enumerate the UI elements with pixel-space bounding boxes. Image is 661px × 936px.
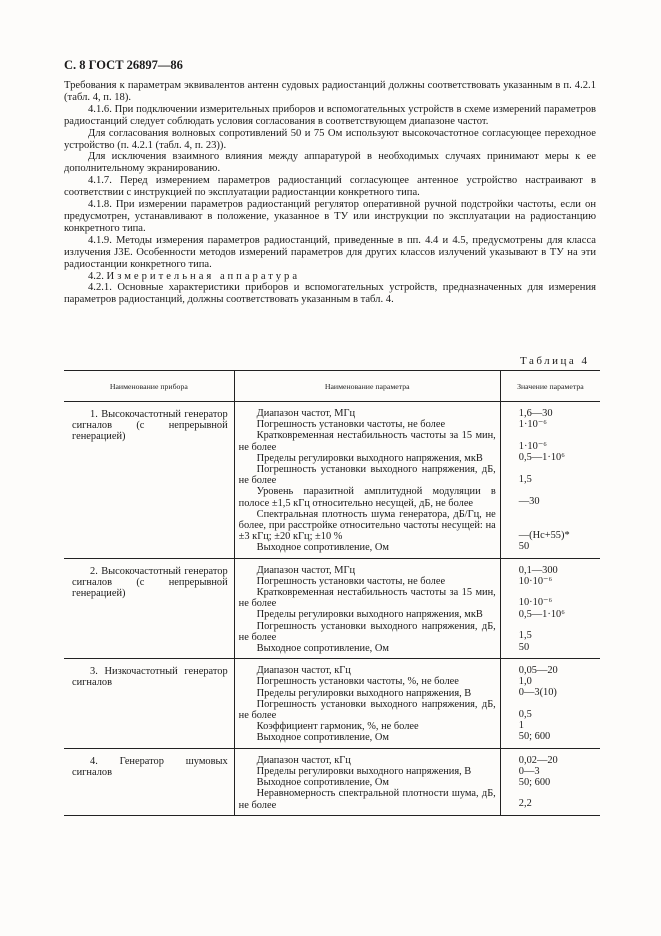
paragraph: 4.1.6. При подключении измерительных приборов и вспомогательных устройств в схеме измерений параметров радиостанций следует соблюдать условия согласования в соответствующем диапазоне частот. <box>64 103 596 127</box>
param-name: Выходное сопротивление, Ом <box>256 542 389 554</box>
param-value: 2,2 <box>518 798 532 810</box>
param-name: Погрешность установки выходного напряжения, дБ, не более <box>238 464 496 487</box>
param-name: Неравномерность спектральной плотности шума, дБ, не более <box>238 788 496 811</box>
paragraph: Требования к параметрам эквивалентов антенн судовых радиостанций должны соответствовать указанным в п. 4.2.1 (табл. 4, п. 18). <box>64 80 596 103</box>
section-title: Измерительная аппаратура <box>106 270 301 282</box>
param-value: 50; 600 <box>518 731 551 743</box>
param-name: Кратковременная нестабильность частоты за 15 мин, не более <box>238 430 496 453</box>
param-value: 0,02—20 <box>518 754 558 766</box>
param-value: 0,1—300 <box>518 564 558 576</box>
param-name: Диапазон частот, кГц <box>256 754 351 766</box>
values-cell <box>500 558 600 659</box>
params-cell <box>234 748 500 815</box>
param-name: Погрешность установки частоты, %, не более <box>256 676 459 688</box>
values-cell <box>500 402 600 559</box>
param-value: 1·10⁻⁶ <box>518 419 547 430</box>
param-name: Пределы регулировки выходного напряжения, В <box>256 765 472 777</box>
specs-table <box>64 370 600 816</box>
device-name: 3. Низкочастотный генератор сигналов <box>72 666 228 689</box>
param-name: Погрешность установки частоты, не более <box>256 419 446 431</box>
param-name: Пределы регулировки выходного напряжения, В <box>256 687 472 699</box>
device-cell <box>64 659 234 748</box>
param-value: 0—3 <box>518 765 540 777</box>
param-name: Выходное сопротивление, Ом <box>256 732 389 744</box>
device-name: 4. Генератор шумовых сигналов <box>72 755 228 778</box>
table-caption: Таблица 4 <box>520 355 590 367</box>
param-name: Пределы регулировки выходного напряжения, мкВ <box>256 452 483 464</box>
paragraph: 4.2.1. Основные характеристики приборов и вспомогательных устройств, предназначенных для измерения параметров радиостанций, должны соответствовать указанным в табл. 4. <box>64 282 596 306</box>
param-value: —30 <box>518 495 540 507</box>
column-header: Значение параметра <box>500 371 600 402</box>
table-row <box>64 748 600 815</box>
params-cell <box>234 558 500 659</box>
param-name: Погрешность установки выходного напряжения, дБ, не более <box>238 698 496 722</box>
param-value: 1,5 <box>518 473 532 485</box>
paragraph: 4.1.8. При измерении параметров радиостанций регулятор оперативной ручной подстройки частоты, если он предусмотрен, устанавливают в положение, указанное в ТУ или инструкции по эксплуатации на радиостанцию конкретного типа. <box>64 199 596 234</box>
table-row <box>64 402 600 559</box>
section-number: 4.2. <box>88 270 104 282</box>
params-cell <box>234 659 500 748</box>
param-value: 50 <box>518 541 530 552</box>
paragraph: 4.1.9. Методы измерения параметров радиостанций, приведенные в пп. 4.4 и 4.5, предусмотрены для класса излучения J3E. Особенности методов измерений параметров для других классов излучений указывают в ТУ на эти радиостанции конкретного типа. <box>64 234 596 270</box>
param-name: Пределы регулировки выходного напряжения, мкВ <box>256 609 483 621</box>
paragraph: Для исключения взаимного влияния между аппаратурой в необходимых случаях принимают меры к ее дополнительному экранированию. <box>64 151 596 175</box>
device-cell <box>64 558 234 659</box>
param-name: Выходное сопротивление, Ом <box>256 777 389 789</box>
param-value: 50; 600 <box>518 776 551 788</box>
param-value: 1,0 <box>518 676 532 688</box>
column-header: Наименование прибора <box>64 371 234 402</box>
section-heading <box>64 271 596 283</box>
param-value: 0,5—1·10⁶ <box>518 452 565 463</box>
params-cell <box>234 402 500 559</box>
device-cell <box>64 748 234 815</box>
param-value: 10·10⁻⁶ <box>518 597 553 609</box>
device-name: 2. Высокочастотный генератор сигналов (с непрерывной генерацией) <box>72 565 228 600</box>
param-name: Погрешность установки выходного напряжения, дБ, не более <box>238 620 496 643</box>
param-value: 1,6—30 <box>518 408 553 419</box>
param-name: Погрешность установки частоты, не более <box>256 575 446 587</box>
param-name: Уровень паразитной амплитудной модуляции в полосе ±1,5 кГц относительно несущей, дБ, не более <box>238 486 496 509</box>
param-value: 1·10⁻⁶ <box>518 440 547 452</box>
param-name: Диапазон частот, кГц <box>256 665 351 677</box>
paragraph: Для согласования волновых сопротивлений 50 и 75 Ом используют высокочастотное согласующее переходное устройство (п. 4.2.1 (табл. 4, п. 23)). <box>64 127 596 151</box>
param-name: Выходное сопротивление, Ом <box>256 643 389 655</box>
param-value: 10·10⁻⁶ <box>518 575 553 587</box>
param-value: 50 <box>518 641 530 653</box>
device-name: 1. Высокочастотный генератор сигналов (с непрерывной генерацией) <box>72 409 228 443</box>
param-value: 1 <box>518 720 524 732</box>
values-cell <box>500 659 600 748</box>
paragraph: 4.1.7. Перед измерением параметров радиостанций согласующее антенное устройство настраивают в соответствии с инструкцией по эксплуатации радиостанции конкретного типа. <box>64 175 596 199</box>
table-row <box>64 659 600 748</box>
param-value: 0,5—1·10⁶ <box>518 608 565 620</box>
param-value: 0—3(10) <box>518 687 557 699</box>
param-value: —(Hc+55)* <box>518 529 570 541</box>
table-row <box>64 558 600 659</box>
values-cell <box>500 748 600 815</box>
param-name: Коэффициент гармоник, %, не более <box>256 721 419 733</box>
param-value: 0,5 <box>518 709 532 721</box>
param-name: Спектральная плотность шума генератора, дБ/Гц, не более, при расстройке относительно частоты несущей: на ±3 кГц; ±20 кГц; ±10 % <box>238 508 496 543</box>
column-header: Наименование параметра <box>234 371 500 402</box>
param-value: 0,05—20 <box>518 665 558 677</box>
device-cell <box>64 402 234 559</box>
param-value: 1,5 <box>518 630 532 642</box>
param-name: Диапазон частот, МГц <box>256 564 356 576</box>
param-name: Кратковременная нестабильность частоты за 15 мин, не более <box>238 587 496 610</box>
param-name: Диапазон частот, МГц <box>256 408 356 419</box>
page-header: С. 8 ГОСТ 26897—86 <box>64 58 183 72</box>
document-body <box>64 80 596 306</box>
table-body <box>64 402 600 816</box>
